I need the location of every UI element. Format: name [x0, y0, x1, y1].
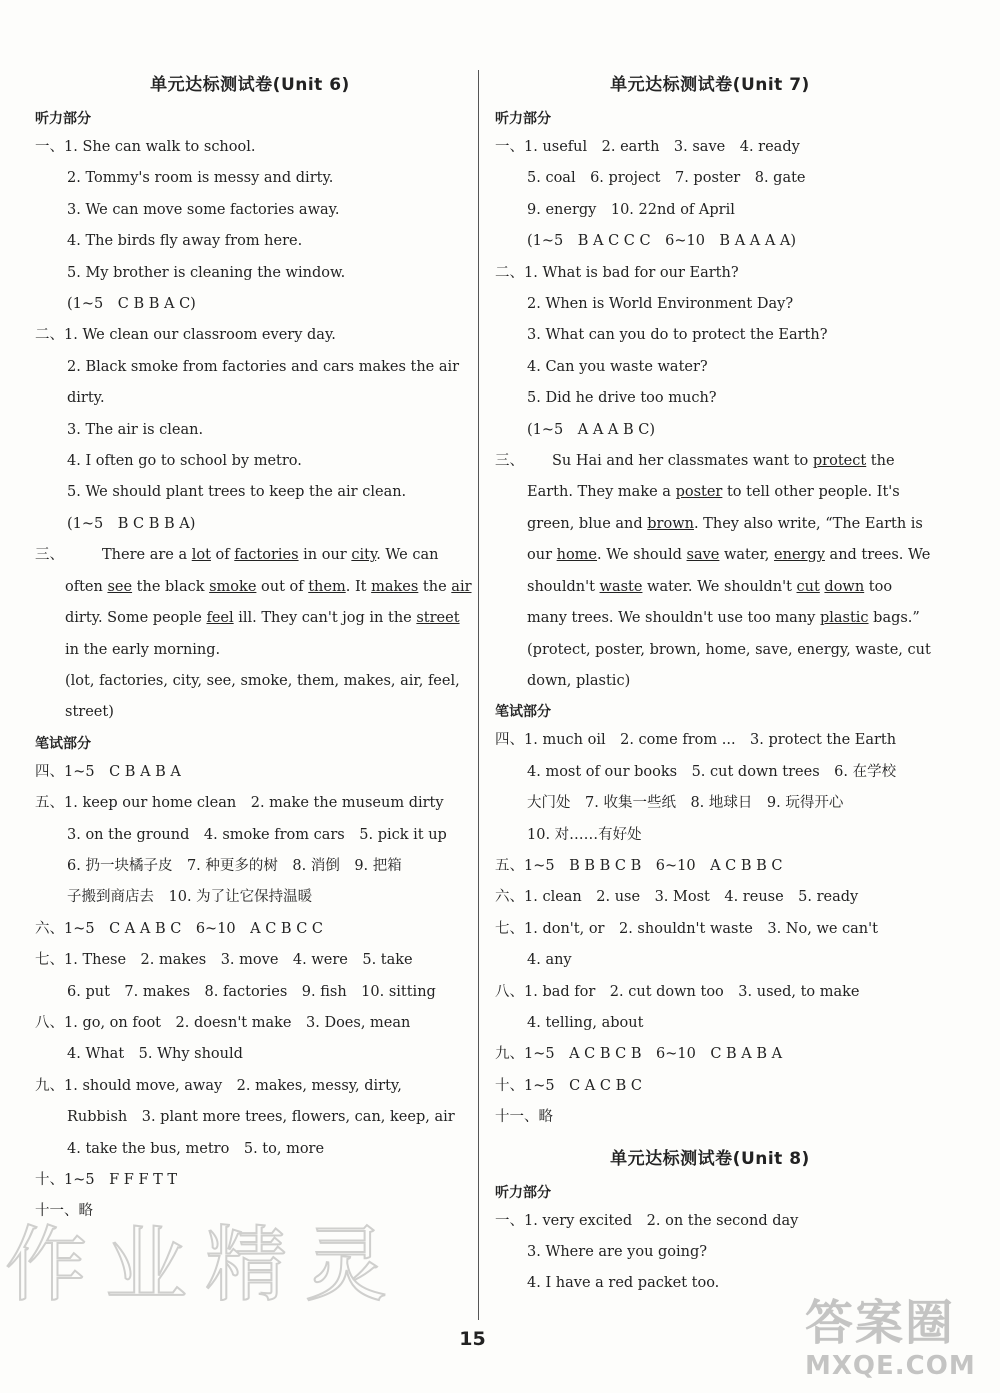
answer-word: see [107, 578, 133, 595]
answer-line: 6. 扔一块橘子皮 7. 种更多的树 8. 消倒 9. 把箱 [67, 857, 402, 874]
answer-word: down [824, 578, 865, 595]
answer-word: feel [206, 610, 234, 627]
answer-key: (1~5 A A A B C) [527, 421, 656, 438]
answer-line: 八、1. bad for 2. cut down too 3. used, to make [495, 983, 860, 1000]
passage-text: out of [256, 578, 309, 595]
answer-line: 九、1~5 A C B C B 6~10 C B A B A [495, 1046, 783, 1063]
cloze-passage-line [495, 477, 925, 508]
answer-line: 3. Where are you going? [527, 1244, 708, 1260]
listening-heading: 听力部分 [35, 111, 91, 127]
answer-line: 十、1~5 F F F T T [35, 1172, 178, 1188]
unit7-title: 单元达标测试卷(Unit 7) [610, 75, 810, 95]
passage-text: Earth. They make a [527, 484, 676, 501]
answer-line: 3. The air is clean. [67, 421, 204, 438]
cloze-passage-line [35, 540, 465, 571]
passage-text: There are a [102, 547, 192, 564]
answer-line: 四、1. much oil 2. come from ... 3. protect the Earth [495, 732, 897, 749]
answer-key: (1~5 C B B A C) [67, 296, 196, 313]
passage-text: green, blue and [527, 515, 648, 532]
written-heading: 笔试部分 [495, 704, 551, 721]
listening-heading: 听力部分 [495, 111, 551, 127]
answer-line: 二、1. What is bad for our Earth? [495, 264, 739, 281]
passage-text: in our [298, 547, 352, 564]
cloze-passage-line: in the early morning. [65, 641, 221, 658]
answer-line: 五、1. keep our home clean 2. make the museum dirty [35, 795, 444, 812]
answer-line: 4. Can you waste water? [527, 358, 708, 375]
answer-line: 大门处 7. 收集一些纸 8. 地球日 9. 玩得开心 [527, 795, 844, 812]
answer-line: 4. What 5. Why should [67, 1046, 243, 1063]
answer-word: save [686, 547, 720, 564]
answer-line: 5. My brother is cleaning the window. [67, 264, 346, 281]
answer-word: plastic [819, 610, 869, 627]
answer-word: street [416, 610, 460, 627]
left-column [35, 60, 472, 1228]
answer-line: 十一、略 [35, 1203, 93, 1220]
passage-text: many trees. We shouldn't use too many [527, 610, 820, 627]
passage-text: dirty. Some people [65, 610, 207, 627]
answer-word: waste [599, 578, 643, 595]
answer-line: 五、1~5 B B B C B 6~10 A C B B C [495, 857, 783, 874]
passage-text: often [65, 578, 108, 595]
answer-line: 六、1. clean 2. use 3. Most 4. reuse 5. ready [495, 889, 859, 906]
answer-line: 4. most of our books 5. cut down trees 6. 在学校 [527, 763, 897, 780]
cloze-passage-line [35, 603, 465, 634]
answer-word: air [451, 578, 472, 595]
answer-line: 十一、略 [495, 1109, 553, 1126]
answer-line: 十、1~5 C A C B C [495, 1077, 642, 1094]
watermark-stamp [805, 1295, 995, 1381]
answer-word: them [308, 578, 346, 595]
section-number: 三、 [35, 547, 64, 564]
answer-word: lot [191, 547, 211, 564]
answer-line: 4. The birds fly away from here. [67, 233, 303, 250]
answer-key: (lot, factories, city, see, smoke, them, makes, air, feel, [65, 672, 460, 689]
answer-line: 4. any [527, 952, 572, 969]
answer-line: 3. on the ground 4. smoke from cars 5. pick it up [67, 826, 447, 843]
watermark-logo: 作业精灵 [5, 1218, 406, 1313]
passage-text: ill. They can't jog in the [233, 610, 417, 627]
answer-line: 2. Black smoke from factories and cars makes the air [67, 358, 460, 375]
answer-line: 六、1~5 C A A B C 6~10 A C B C C [35, 920, 323, 937]
passage-text: the [866, 453, 895, 470]
answer-word: home [556, 547, 598, 564]
answer-word: makes [371, 578, 419, 595]
answer-key: down, plastic) [527, 672, 631, 689]
passage-text: the [418, 578, 452, 595]
answer-line: dirty. [67, 390, 105, 407]
page-number: 15 [459, 1328, 486, 1350]
passage-text: . We can [376, 547, 439, 564]
passage-text: our [527, 547, 557, 564]
watermark-text: 答案圈 [805, 1295, 956, 1351]
listening-heading: 听力部分 [495, 1184, 551, 1201]
answer-line: 6. put 7. makes 8. factories 9. fish 10. sitting [67, 983, 436, 1000]
answer-line: 子搬到商店去 10. 为了让它保持温暖 [67, 889, 313, 906]
written-heading: 笔试部分 [35, 735, 91, 752]
passage-text: the black [132, 578, 210, 595]
passage-text: . They also write, “The Earth is [693, 515, 923, 532]
answer-word: energy [774, 547, 825, 564]
answer-word: smoke [209, 578, 257, 595]
answer-line: 四、1~5 C B A B A [35, 763, 181, 780]
answer-line: 九、1. should move, away 2. makes, messy, dirty, [35, 1077, 402, 1094]
passage-text: to tell other people. It's [722, 484, 900, 501]
answer-line: 2. Tommy's room is messy and dirty. [67, 170, 334, 187]
answer-line: 4. take the bus, metro 5. to, more [67, 1140, 325, 1157]
answer-word: factories [234, 547, 299, 564]
unit6-title: 单元达标测试卷(Unit 6) [150, 75, 350, 95]
passage-text: of [210, 547, 235, 564]
passage-text: . We should [597, 547, 687, 564]
answer-line: 4. telling, about [527, 1014, 644, 1031]
answer-word: poster [675, 484, 723, 501]
answer-line: 4. I often go to school by metro. [67, 453, 302, 470]
answer-line: Rubbish 3. plant more trees, flowers, can, keep, air [67, 1109, 455, 1126]
cloze-passage-line [495, 603, 925, 634]
answer-key: (1~5 B A C C C 6~10 B A A A A) [527, 233, 797, 250]
answer-word: brown [647, 515, 694, 532]
cloze-passage-line [495, 572, 925, 603]
passage-text: too [864, 578, 893, 595]
passage-text: . It [345, 578, 372, 595]
answer-line: 二、1. We clean our classroom every day. [35, 327, 336, 344]
answer-line: 4. I have a red packet too. [527, 1275, 720, 1292]
answer-word: city [351, 547, 377, 564]
answer-word: protect [812, 453, 867, 470]
answer-line: 3. What can you do to protect the Earth? [527, 327, 828, 344]
passage-text: water, [719, 547, 775, 564]
column-divider [478, 70, 479, 1320]
watermark-url: MXQE.COM [805, 1351, 976, 1381]
answer-line: 5. We should plant trees to keep the air clean. [67, 484, 407, 501]
cloze-passage-line [495, 509, 925, 540]
passage-text: shouldn't [527, 578, 600, 595]
right-column [495, 60, 931, 1300]
cloze-passage-line [35, 572, 472, 603]
answer-line: 七、1. don't, or 2. shouldn't waste 3. No, we can't [495, 920, 878, 937]
passage-text: Su Hai and her classmates want to [552, 453, 813, 470]
cloze-passage-line [495, 540, 931, 571]
unit8-title: 单元达标测试卷(Unit 8) [610, 1148, 810, 1169]
passage-text: bags.” [868, 610, 920, 627]
answer-line: 一、1. very excited 2. on the second day [495, 1212, 799, 1229]
answer-line: 5. coal 6. project 7. poster 8. gate [527, 170, 806, 187]
answer-line: 10. 对……有好处 [527, 826, 642, 843]
answer-line: 一、1. She can walk to school. [35, 139, 256, 155]
answer-key: (protect, poster, brown, home, save, energy, waste, cut [527, 641, 931, 658]
answer-line: 3. We can move some factories away. [67, 201, 340, 218]
answer-line: 9. energy 10. 22nd of April [527, 201, 735, 218]
answer-line: 2. When is World Environment Day? [527, 296, 794, 313]
answer-key: (1~5 B C B B A) [67, 515, 196, 532]
answer-line: 八、1. go, on foot 2. doesn't make 3. Does, mean [35, 1014, 411, 1031]
cloze-passage-line [495, 446, 925, 477]
answer-line: 5. Did he drive too much? [527, 390, 717, 407]
passage-text: and trees. We [824, 547, 931, 564]
answer-line: 一、1. useful 2. earth 3. save 4. ready [495, 139, 800, 155]
answer-key: street) [65, 704, 114, 721]
section-number: 三、 [495, 453, 524, 470]
passage-text: water. We shouldn't [642, 578, 797, 595]
answer-line: 七、1. These 2. makes 3. move 4. were 5. take [35, 952, 413, 969]
answer-word: cut [796, 578, 820, 595]
